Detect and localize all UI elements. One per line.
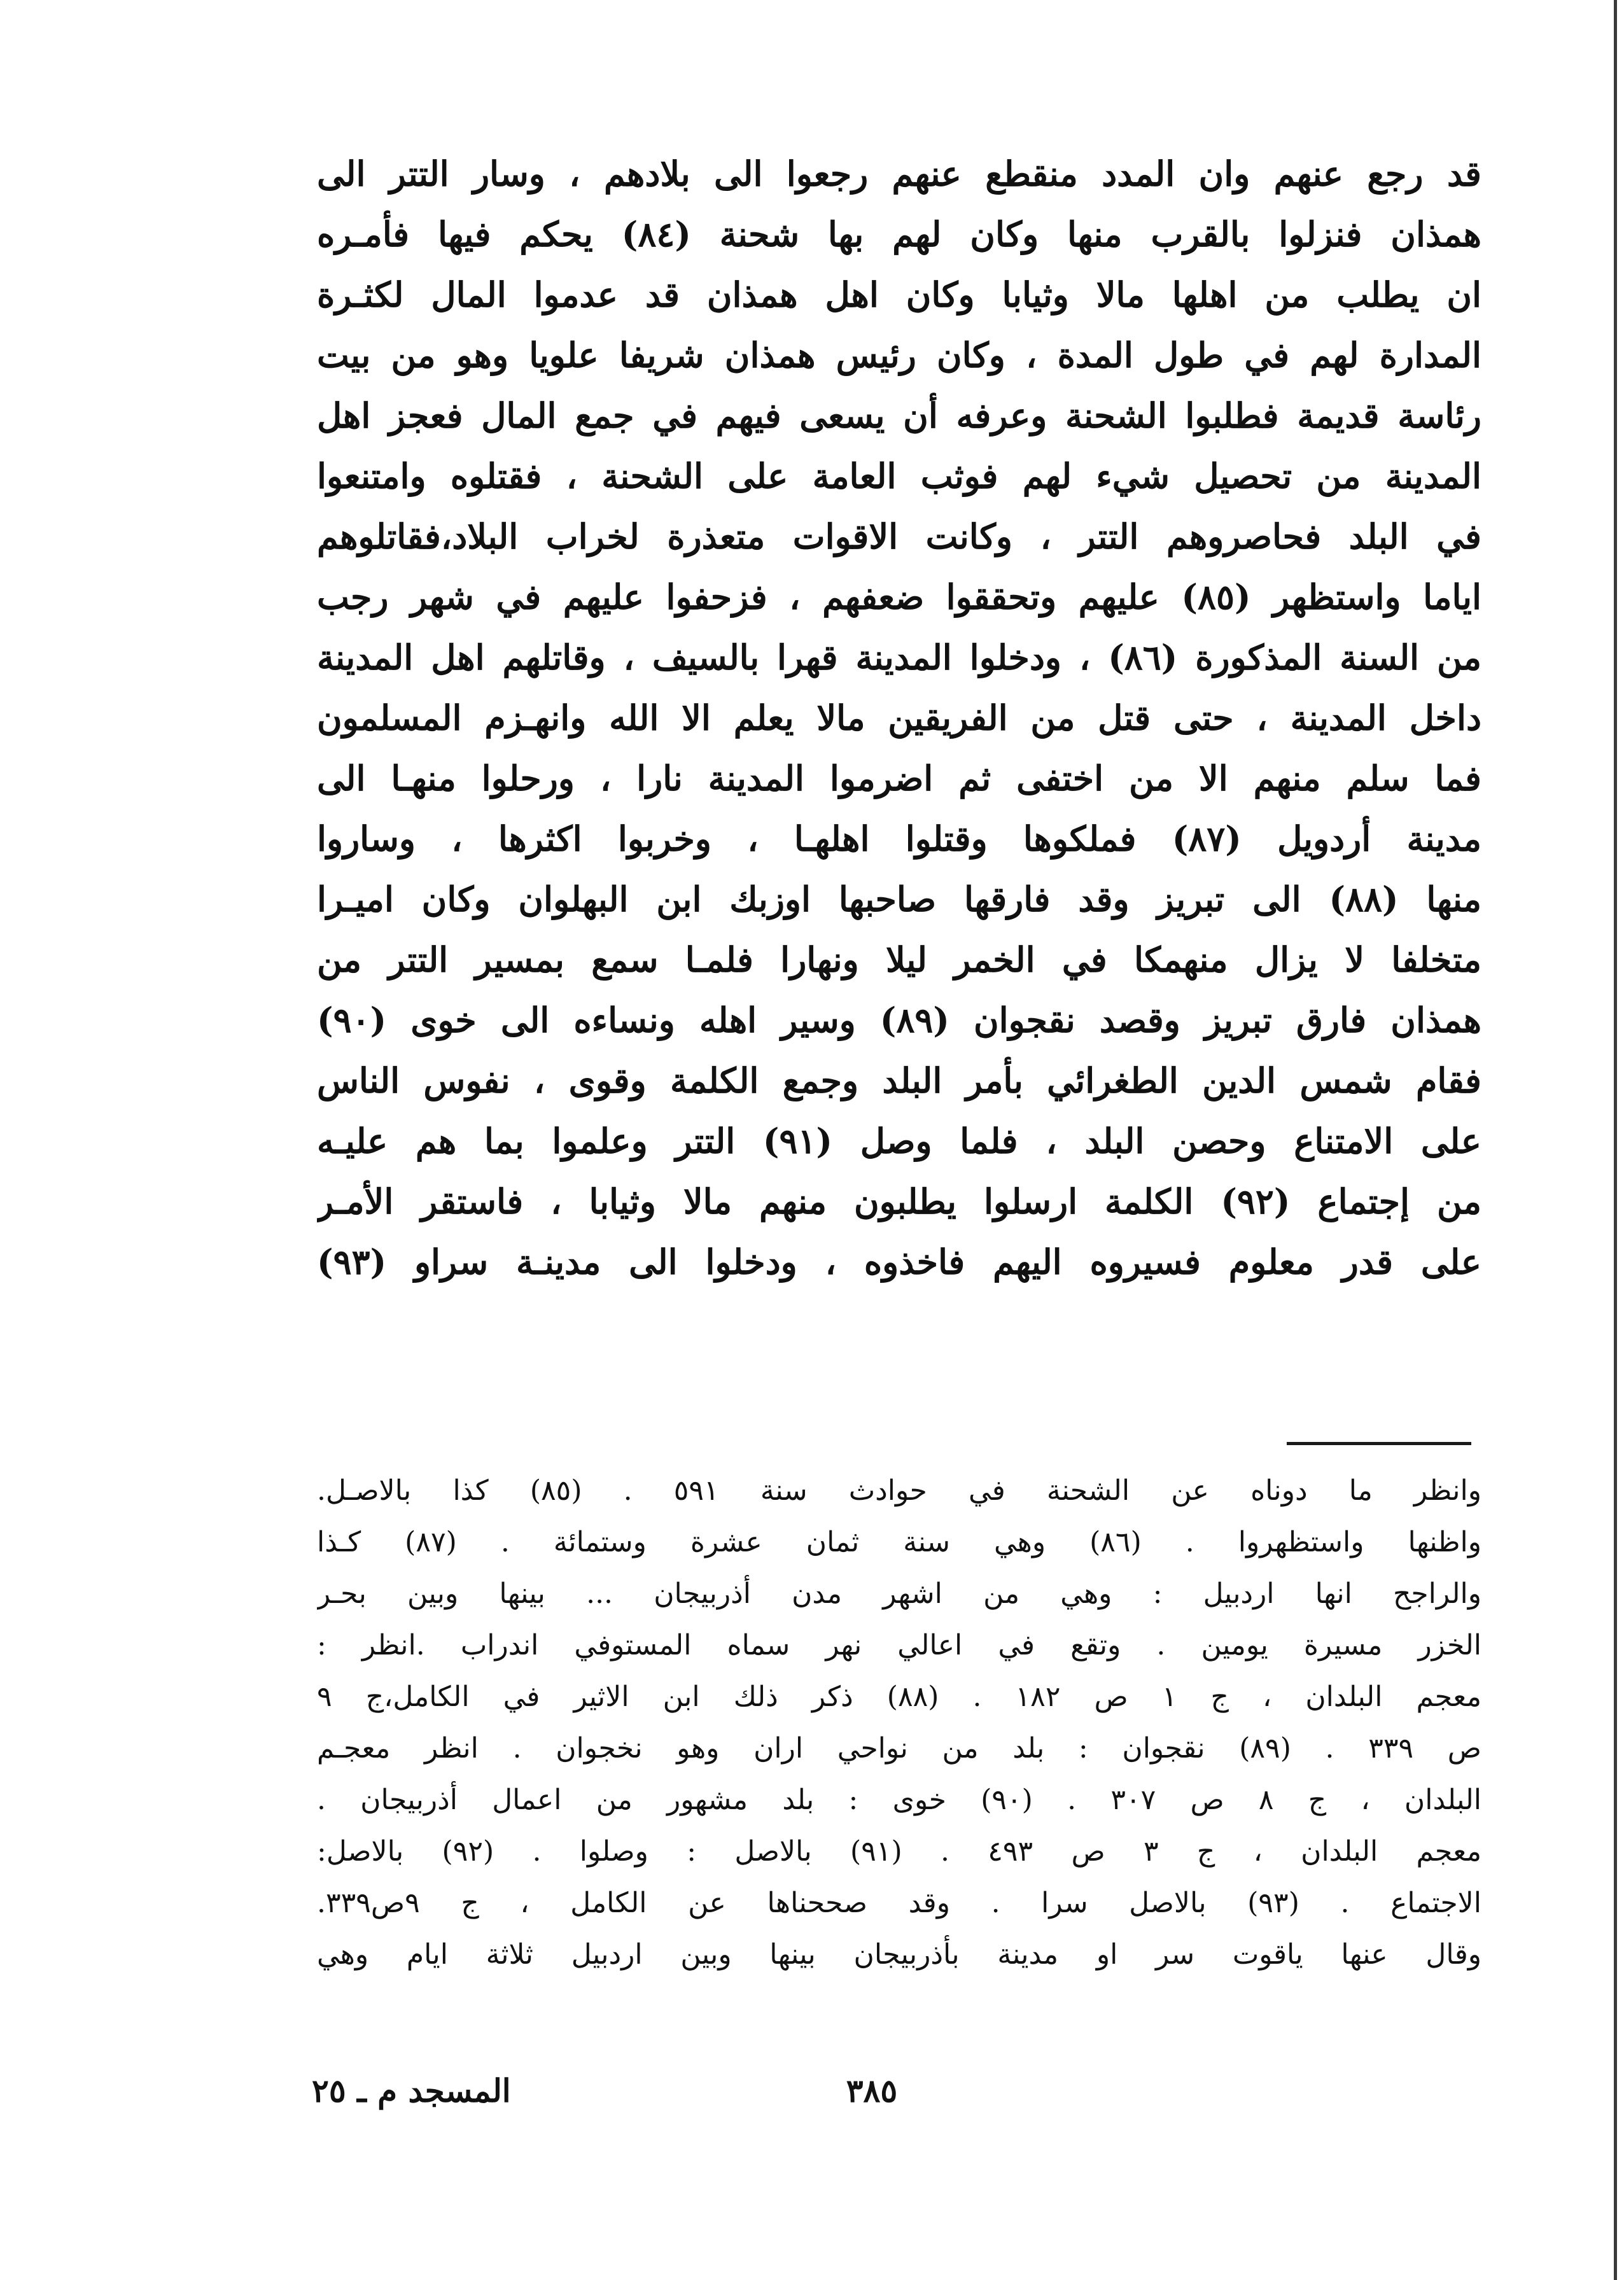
page-edge-divider [1614, 0, 1617, 2280]
footnotes [317, 1465, 1481, 1980]
text-line: داخل المدينة ، حتى قتل من الفريقين مالا يعلم الا الله وانهـزم المسلمون [317, 697, 1481, 738]
text-line: على الامتناع وحصن البلد ، فلما وصل (٩١) التتر وعلموا بما هم عليـه [317, 1121, 1481, 1161]
footnote-line: البلدان ، ج ٨ ص ٣٠٧ . (٩٠) خوى : بلد مشهور من اعمال أذربيجان . [317, 1784, 1481, 1816]
footnote-line: معجم البلدان ، ج ١ ص ١٨٢ . (٨٨) ذكر ذلك ابن الاثير في الكامل،ج ٩ [317, 1681, 1481, 1713]
text-line: متخلفا لا يزال منهمكا في الخمر ليلا ونهارا فلمـا سمع بمسير التتر من [317, 939, 1481, 980]
text-line: رئاسة قديمة فطلبوا الشحنة وعرفه أن يسعى فيهم في جمع المال فعجز اهل [317, 395, 1481, 436]
text-line: في البلد فحاصروهم التتر ، وكانت الاقوات متعذرة لخراب البلاد،فقاتلوهم [317, 516, 1481, 557]
text-line: من السنة المذكورة (٨٦) ، ودخلوا المدينة قهرا بالسيف ، وقاتلهم اهل المدينة [317, 637, 1481, 678]
text-line: همذان فارق تبريز وقصد نقجوان (٨٩) وسير اهله ونساءه الى خوى (٩٠) [317, 1000, 1481, 1040]
text-line: المدينة من تحصيل شيء لهم فوثب العامة على الشحنة ، فقتلوه وامتنعوا [317, 456, 1481, 496]
footnote-line: ص ٣٣٩ . (٨٩) نقجوان : بلد من نواحي اران وهو نخجوان . انظر معجـم [317, 1732, 1481, 1765]
text-line: اياما واستظهر (٨٥) عليهم وتحققوا ضعفهم ، فزحفوا عليهم في شهر رجب [317, 577, 1481, 617]
text-line: مدينة أردويل (٨٧) فملكوها وقتلوا اهلهـا ، وخربوا اكثرها ، وساروا [317, 818, 1481, 859]
main-text [317, 144, 1481, 1292]
footnote-line: وقال عنها ياقوت سر او مدينة بأذربيجان بينها وبين اردبيل ثلاثة ايام وهي [317, 1938, 1481, 1971]
text-line: فقام شمس الدين الطغرائي بأمر البلد وجمع الكلمة وقوى ، نفوس الناس [317, 1060, 1481, 1101]
footnote-line: الخزر مسيرة يومين . وتقع في اعالي نهر سماه المستوفي اندراب .انظر : [317, 1629, 1481, 1661]
footnote-line: والراجح انها اردبيل : وهي من اشهر مدن أذربيجان ... بينها وبين بحـر [317, 1577, 1481, 1610]
text-line: من إجتماع (٩٢) الكلمة ارسلوا يطلبون منهم مالا وثيابا ، فاستقر الأمـر [317, 1181, 1481, 1222]
footnote-line: معجم البلدان ، ج ٣ ص ٤٩٣ . (٩١) بالاصل : وصلوا . (٩٢) بالاصل: [317, 1835, 1481, 1868]
footnote-line: الاجتماع . (٩٣) بالاصل سرا . وقد صححناها عن الكامل ، ج ٩ص٣٣٩. [317, 1887, 1481, 1919]
page-number: ٣٨٥ [846, 2072, 898, 2109]
text-line: قد رجع عنهم وان المدد منقطع عنهم رجعوا الى بلادهم ، وسار التتر الى [317, 153, 1481, 194]
text-line: منها (٨٨) الى تبريز وقد فارقها صاحبها اوزبك ابن البهلوان وكان اميـرا [317, 879, 1481, 920]
footnote-separator [1287, 1442, 1471, 1445]
text-line: على قدر معلوم فسيروه اليهم فاخذوه ، ودخلوا الى مدينـة سراو (٩٣) [317, 1241, 1481, 1282]
text-line: فما سلم منهم الا من اختفى ثم اضرموا المدينة نارا ، ورحلوا منهـا الى [317, 758, 1481, 799]
text-line: ان يطلب من اهلها مالا وثيابا وكان اهل همذان قد عدموا المال لكثـرة [317, 274, 1481, 315]
signature-mark: المسجد م ـ ٢٥ [312, 2072, 511, 2109]
text-line: المدارة لهم في طول المدة ، وكان رئيس همذان شريفا علويا وهو من بيت [317, 335, 1481, 375]
footnote-line: وانظر ما دوناه عن الشحنة في حوادث سنة ٥٩١ . (٨٥) كذا بالاصـل. [317, 1474, 1481, 1507]
footnote-line: واظنها واستظهروا . (٨٦) وهي سنة ثمان عشرة وستمائة . (٨٧) كـذا [317, 1526, 1481, 1558]
text-line: همذان فنزلوا بالقرب منها وكان لهم بها شحنة (٨٤) يحكم فيها فأمـره [317, 214, 1481, 255]
